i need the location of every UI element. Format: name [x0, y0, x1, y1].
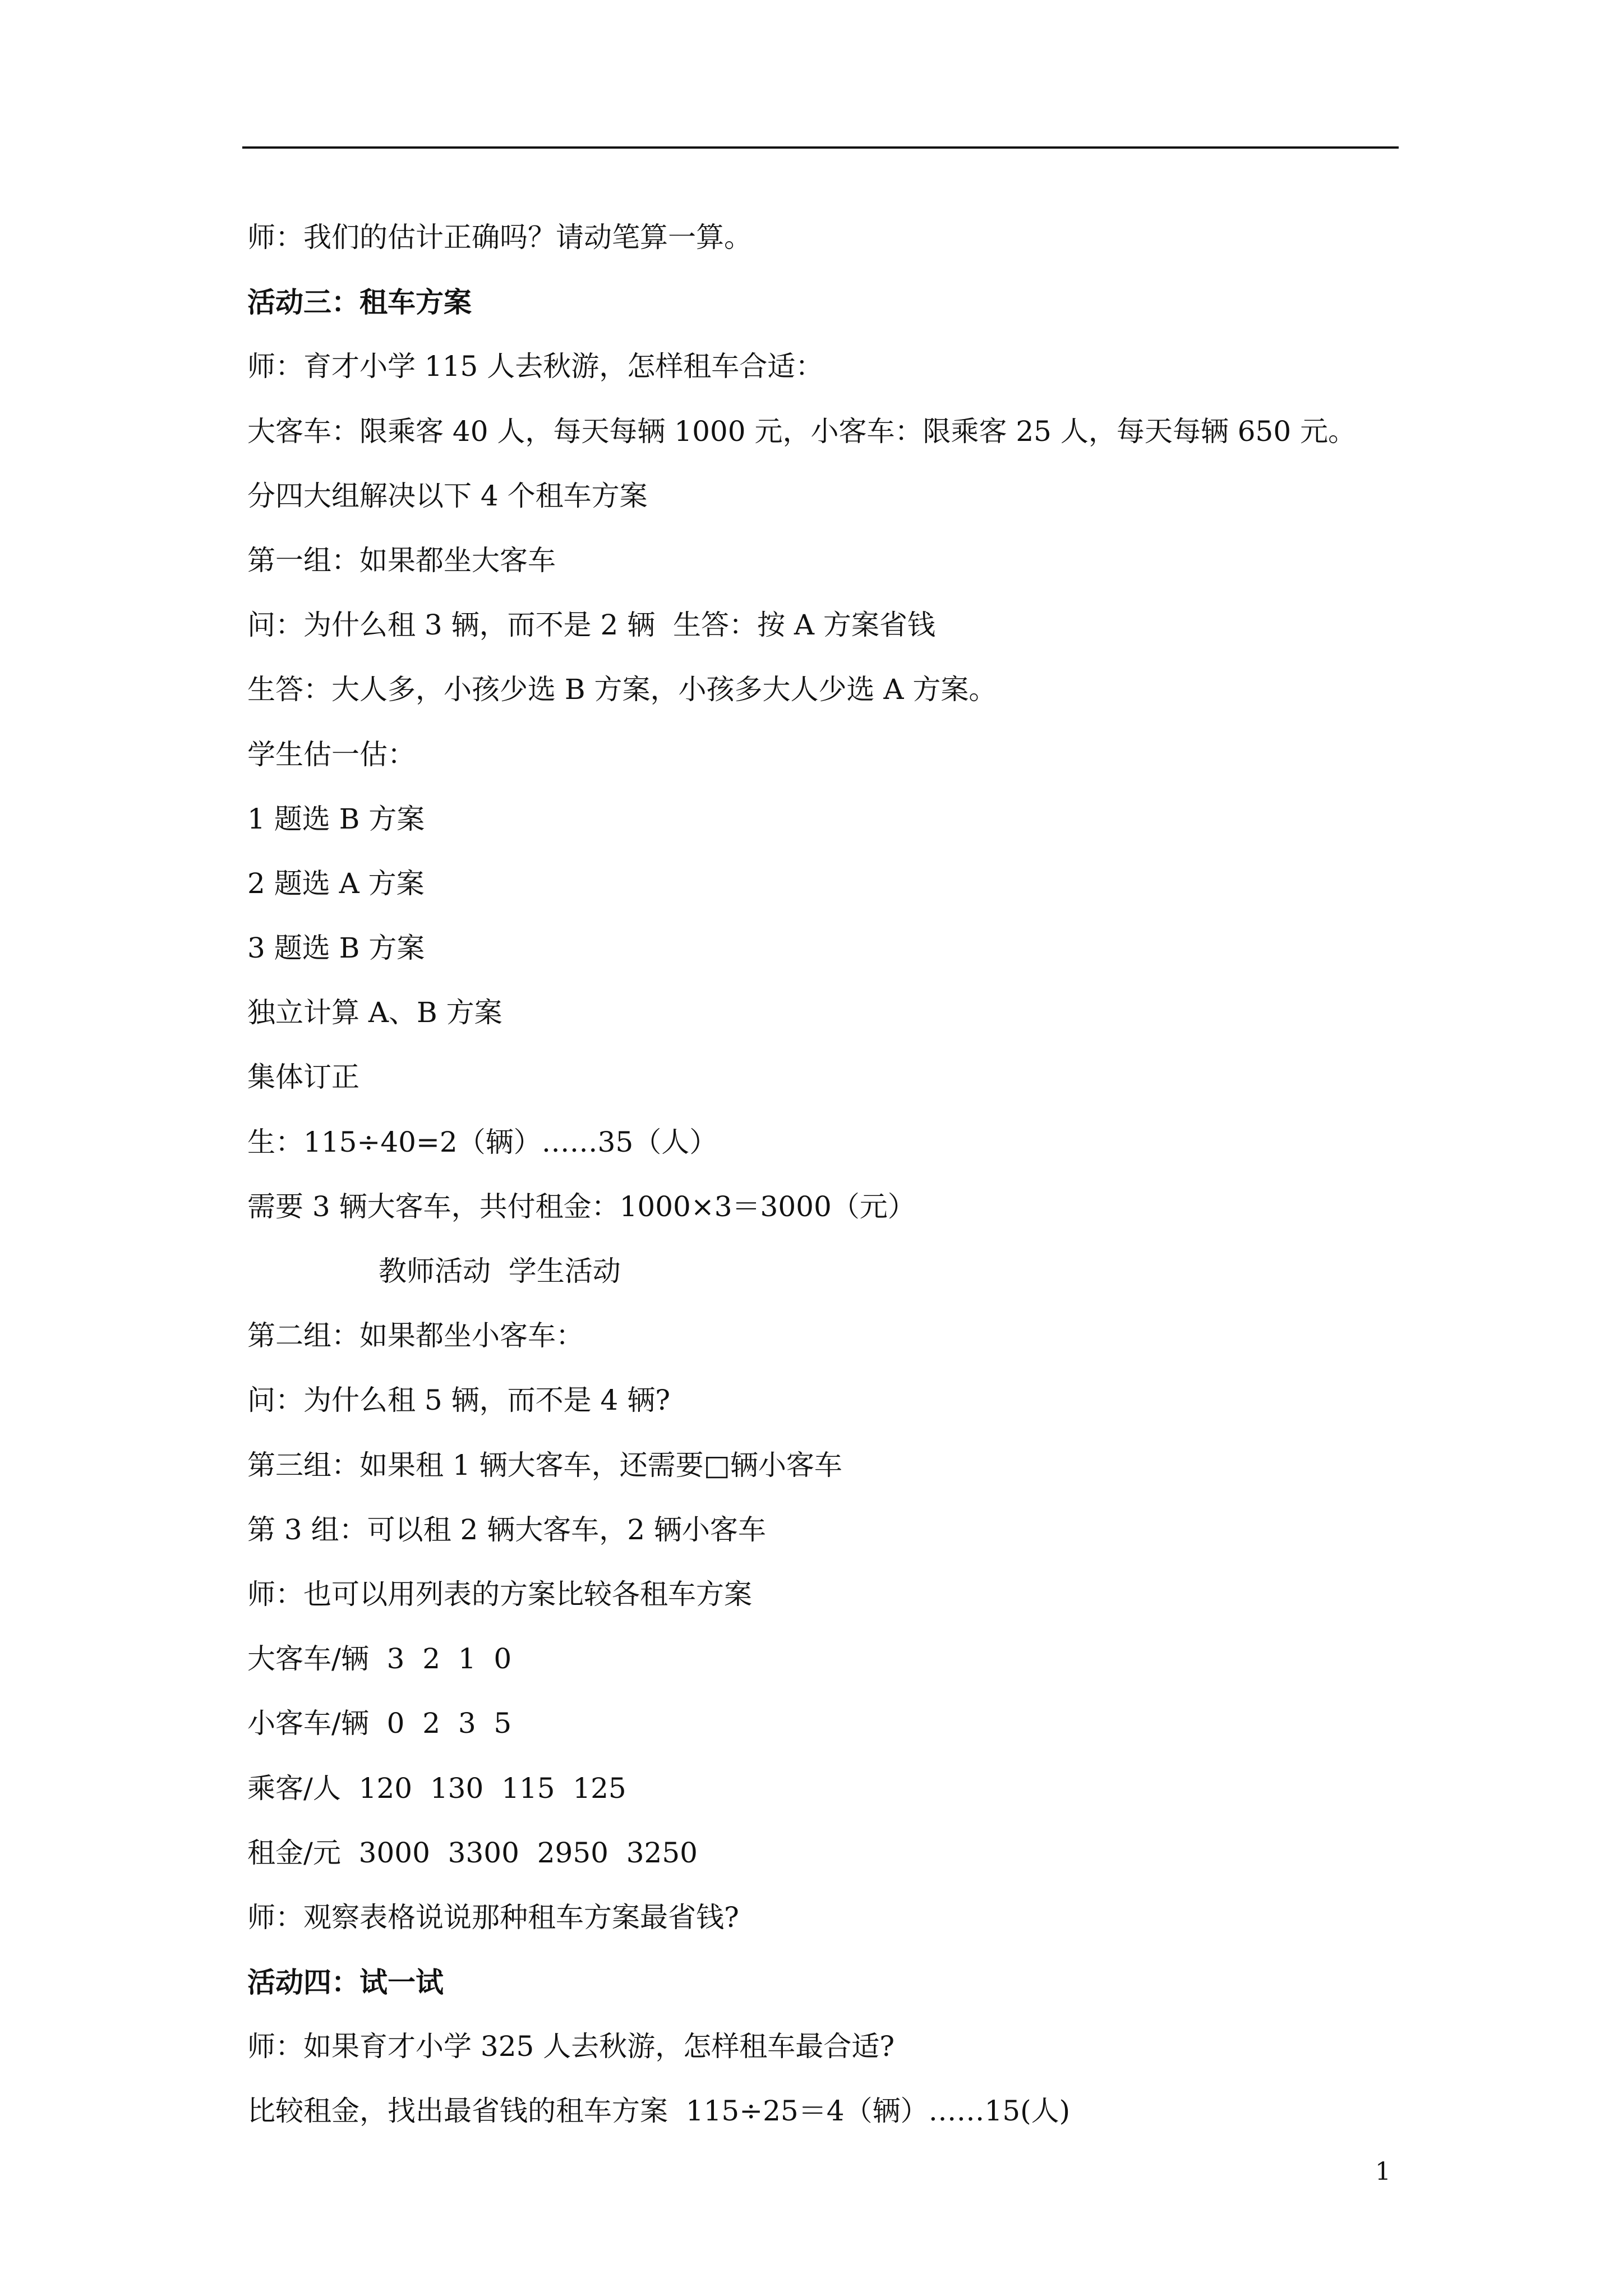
text-line: 分四大组解决以下 4 个租车方案	[247, 479, 648, 512]
text-line: 第二组：如果都坐小客车：	[247, 1319, 584, 1352]
header-rule	[242, 146, 1399, 149]
text-line: 集体订正	[247, 1061, 359, 1094]
text-line: 学生估一估：	[247, 738, 416, 771]
text-line: 第 3 组：可以租 2 辆大客车，2 辆小客车	[247, 1513, 766, 1546]
text-line: 第一组：如果都坐大客车	[247, 544, 556, 577]
text-line: 师：如果育才小学 325 人去秋游，怎样租车最合适?	[247, 2030, 895, 2063]
text-line: 大客车：限乘客 40 人，每天每辆 1000 元，小客车：限乘客 25 人，每天每辆 650 元。	[247, 415, 1357, 448]
text-line: 1 题选 B 方案	[247, 802, 425, 835]
text-line: 需要 3 辆大客车，共付租金：1000×3＝3000（元）	[247, 1190, 916, 1223]
text-line: 2 题选 A 方案	[247, 867, 425, 900]
text-line: 租金/元 3000 3300 2950 3250	[247, 1836, 698, 1869]
text-line: 师：观察表格说说那种租车方案最省钱?	[247, 1901, 739, 1934]
section-heading: 活动三：租车方案	[247, 286, 472, 319]
text-line: 问：为什么租 5 辆，而不是 4 辆?	[247, 1384, 671, 1417]
text-line: 师：育才小学 115 人去秋游，怎样租车合适：	[247, 350, 824, 383]
text-line: 3 题选 B 方案	[247, 932, 425, 965]
document-body	[247, 205, 1397, 2144]
text-line: 师：也可以用列表的方案比较各租车方案	[247, 1577, 752, 1611]
text-line: 独立计算 A、B 方案	[247, 996, 502, 1029]
page-number: 1	[1375, 2157, 1391, 2186]
text-line: 比较租金，找出最省钱的租车方案 115÷25＝4（辆）……15(人)	[247, 2095, 1071, 2128]
text-line: 教师活动 学生活动	[379, 1255, 621, 1287]
text-line: 师：我们的估计正确吗？请动笔算一算。	[247, 221, 752, 254]
text-line: 问：为什么租 3 辆，而不是 2 辆 生答：按 A 方案省钱	[247, 609, 935, 642]
text-line: 第三组：如果租 1 辆大客车，还需要□辆小客车	[247, 1448, 842, 1481]
section-heading: 活动四：试一试	[247, 1966, 444, 1999]
text-line: 小客车/辆 0 2 3 5	[247, 1707, 512, 1740]
text-line: 生：115÷40=2（辆）……35（人）	[247, 1125, 718, 1158]
text-line: 大客车/辆 3 2 1 0	[247, 1642, 512, 1676]
text-line: 乘客/人 120 130 115 125	[247, 1772, 626, 1805]
text-line: 生答：大人多，小孩少选 B 方案，小孩多大人少选 A 方案。	[247, 673, 997, 706]
